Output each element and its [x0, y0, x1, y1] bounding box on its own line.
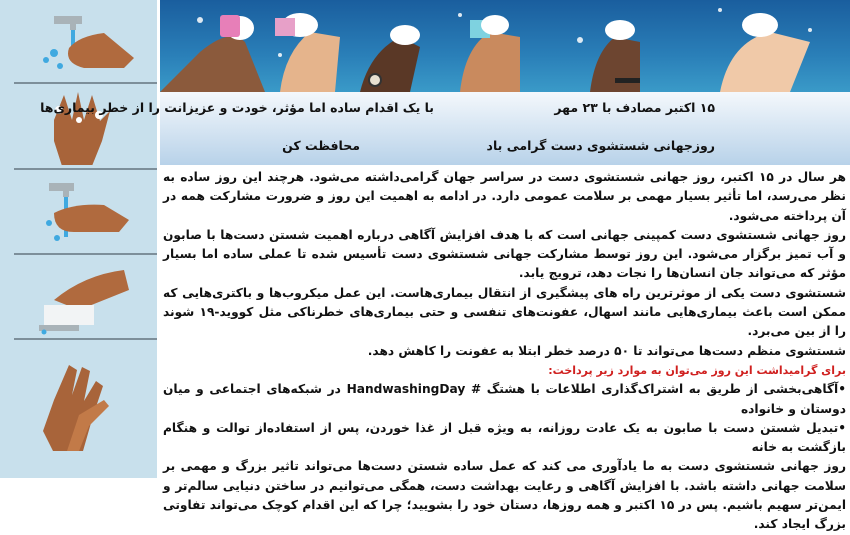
date-line: ۱۵ اکتبر مصادف با ۲۳ مهر [554, 100, 715, 115]
dry-hands-towel-icon [0, 255, 157, 340]
paragraph-campaign: روز جهانی شستشوی دست کمپینی جهانی است که با هدف افزایش آگاهی درباره اهمیت شستن دست‌ها با صابون و آب تمیز برگزار می‌شود. این روز توسط مشارکت جهانی شستشوی دست تأسیس شده تا عملی ساده اما بسیار مؤثر که می‌تواند جان انسان‌ها را نجات دهد، ترویج یابد. [163, 227, 846, 281]
paragraph-statistic: شستشوی منظم دست‌ها می‌تواند تا ۵۰ درصد خطر ابتلا به عفونت را کاهش دهد. [367, 343, 846, 358]
paragraph-prevention: شستشوی دست یکی از موثرترین راه های پیشگیری از انتقال بیماری‌هاست. این عمل میکروب‌ها و باکتری‌هایی که ممکن است باعث بیماری‌هایی مانند اسهال، عفونت‌های تنفسی و حتی بیماری‌های خطرناکی مثل کووید-۱۹ شوند را از بین می‌برد. [163, 285, 846, 339]
paragraph-conclusion: روز جهانی شستشوی دست به ما یادآوری می کند که عمل ساده شستن دست‌ها می‌تواند تاثیر بزرگ و مهمی بر سلامت جهانی داشته باشد. با افزایش آگاهی و رعایت بهداشت دست، همگی می‌توانیم در ساختن دنیایی سالم‌تر و ایمن‌تر سهیم باشیم. پس در ۱۵ اکتبر و همه روزها، دستان خود را بشویید؛ چرا که این اقدام کوچک می‌تواند تفاوتی بزرگ ایجاد کند. [163, 459, 846, 532]
article-body [163, 168, 846, 535]
slogan-line-2: محافظت کن [282, 138, 360, 153]
rub-palms-icon [0, 345, 157, 465]
bullet-habit: •تبدیل شستن دست با صابون به یک عادت روزانه، به ویژه قبل از غذا خوردن، پس از استفاده‌از توالت و هنگام بازگشت به خانه [163, 420, 846, 455]
handwashing-steps-panel [0, 0, 157, 478]
rinse-hands-icon [0, 170, 157, 255]
red-heading: برای گرامیداشت این روز می‌توان به موارد زیر پرداخت: [548, 363, 846, 377]
bullet-awareness: •آگاهی‌بخشی از طریق به اشتراک‌گذاری اطلاعات با هشتگ # HandwashingDay در شبکه‌های اجتماعی و میان دوستان و خانواده [163, 382, 846, 416]
paragraph-intro: هر سال در ۱۵ اکتبر، روز جهانی شستشوی دست در سراسر جهان گرامی‌داشته می‌شود. هرچند این روز ساده به نظر می‌رسد، اما تأثیر بسیار مهمی بر سلامت عمومی دارد. در ادامه به اهمیت این روز و ضرورت مشارکت همه در آن پرداخته می‌شود. [163, 170, 846, 223]
greeting-line: روزجهانی شستشوی دست گرامی باد [486, 138, 715, 153]
slogan-line-1: با یک اقدام ساده اما مؤثر، خودت و عزیزانت را از خطر بیماری‌ها [40, 100, 434, 115]
tap-water-hands-icon [0, 0, 157, 85]
title-band [40, 92, 850, 165]
lather-hands-icon [0, 85, 157, 170]
handwashing-banner-image [160, 0, 850, 92]
